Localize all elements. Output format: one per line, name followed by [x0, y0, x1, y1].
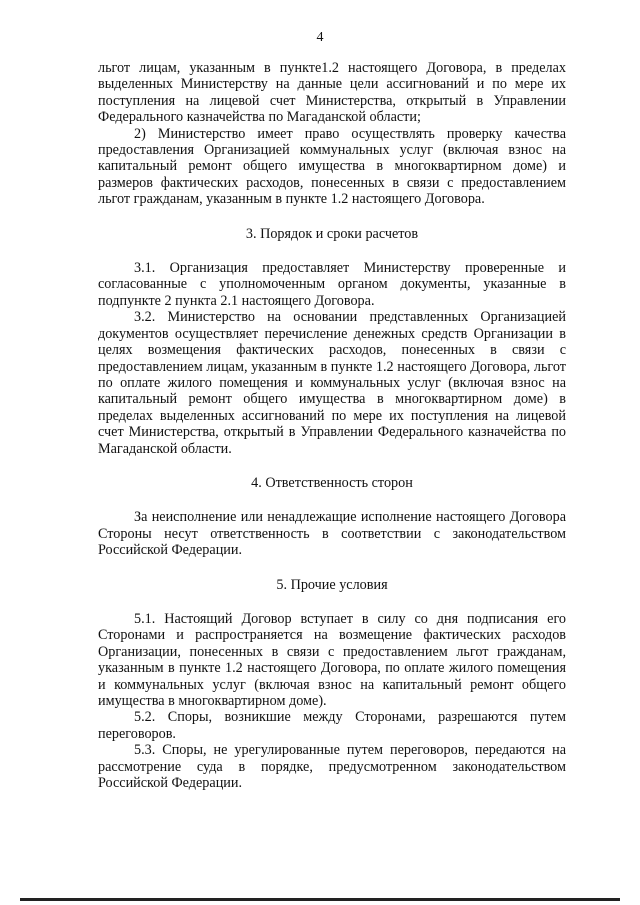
paragraph-clause-2: 2) Министерство имеет право осуществлять проверку качества предоставления Организацией коммунальных услуг (включая взнос на капитальный ремонт общего имущества в многоквартирном доме) и размеров фактических расходов, понесенных в связи с предоставлением льгот гражданам, указанным в пункте 1.2 настоящего Договора.	[98, 125, 566, 208]
section-heading-3: 3. Порядок и сроки расчетов	[245, 225, 419, 242]
paragraph-continuation: льгот лицам, указанным в пункте1.2 настоящего Договора, в пределах выделенных Министерству на данные цели ассигнований и по мере их поступления на лицевой счет Министерства, открытый в Управлении Федерального казначейства по Магаданской области;	[98, 60, 566, 126]
section-heading-4: 4. Ответственность сторон	[251, 474, 413, 491]
paragraph-3-1: 3.1. Организация предоставляет Министерству проверенные и согласованные с уполномоченным органом документы, указанные в подпункте 2 пункта 2.1 настоящего Договора.	[98, 260, 566, 309]
paragraph-4: За неисполнение или ненадлежащие исполнение настоящего Договора Стороны несут ответственность в соответствии с законодательством Российской Федерации.	[98, 509, 566, 559]
paragraph-3-2: 3.2. Министерство на основании представленных Организацией документов осуществляет перечисление денежных средств Организации в целях возмещения фактических расходов, понесенных в связи с предоставлением лицам, указанным в пункте 1.2 настоящего Договора, льгот по оплате жилого помещения и коммунальных услуг (включая взнос на капитальный ремонт общего имущества в многоквартирном доме) в пределах выделенных ассигнований по мере их поступления на лицевой счет Министерства, открытый в Управлении Федерального казначейства по Магаданской области.	[98, 309, 566, 457]
paragraph-5-1: 5.1. Настоящий Договор вступает в силу со дня подписания его Сторонами и распространяется на возмещение фактических расходов Организации, понесенных в связи с предоставлением льгот гражданам, указанным в пункте 1.2 настоящего Договора, по оплате жилого помещения и коммунальных услуг (включая взнос на капитальный ремонт общего имущества в многоквартирном доме).	[98, 610, 566, 709]
paragraph-5-2: 5.2. Споры, возникшие между Сторонами, разрешаются путем переговоров.	[98, 709, 566, 742]
paragraph-5-3: 5.3. Споры, не урегулированные путем переговоров, передаются на рассмотрение суда в порядке, предусмотренном законодательством Российской Федерации.	[98, 742, 566, 792]
section-heading-5: 5. Прочие условия	[276, 576, 388, 593]
bottom-rule	[20, 898, 620, 901]
page-number: 4	[316, 30, 324, 45]
document-body	[98, 60, 566, 791]
